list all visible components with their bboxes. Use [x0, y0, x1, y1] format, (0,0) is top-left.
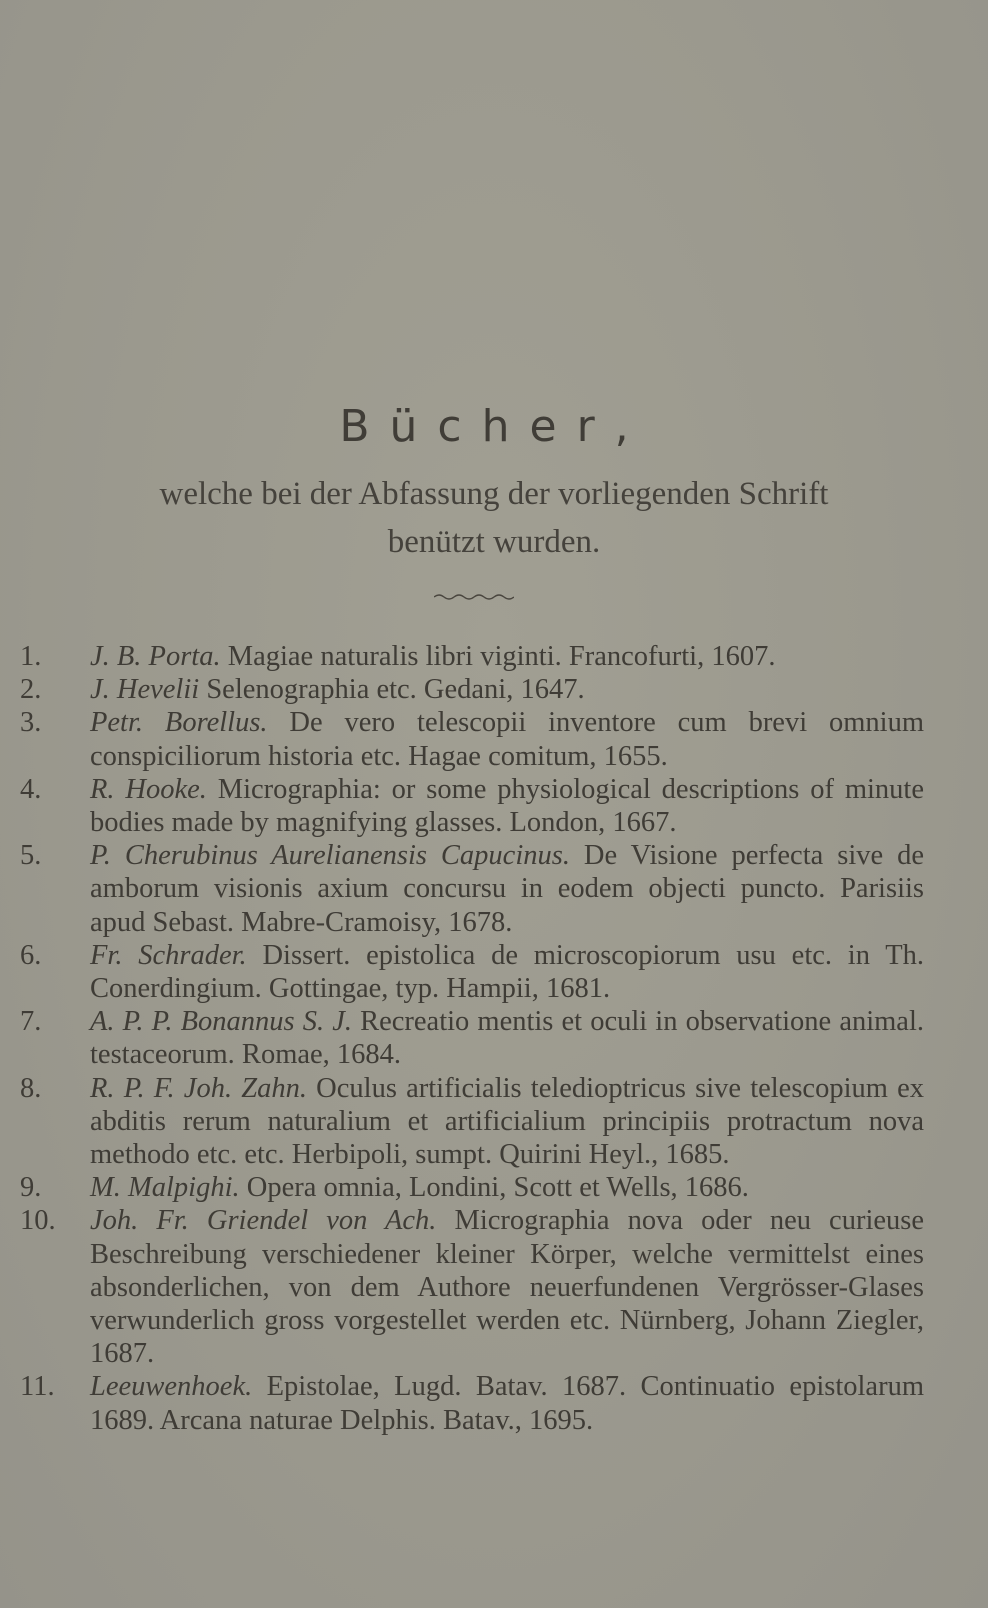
entry-author: Petr. Borellus. [90, 707, 268, 739]
bibliography-entry [20, 640, 924, 673]
entry-text: De Visione perfecta sive de amborum visionis axium concursu in eodem objecti puncto. Parisiis apud Sebast. Mabre-Cramoisy, 1678. [90, 840, 924, 938]
entry-number: 8. [20, 1072, 42, 1104]
bibliography-entry [20, 1072, 924, 1172]
entry-number: 11. [20, 1371, 55, 1403]
entry-number: 2. [20, 674, 42, 706]
entry-author: R. P. F. Joh. Zahn. [90, 1072, 307, 1104]
entry-number: 4. [20, 773, 42, 805]
bibliography-list [20, 640, 924, 1437]
entry-text: Recreatio mentis et oculi in observatione animal. testaceorum. Romae, 1684. [90, 1006, 924, 1071]
entry-number: 1. [20, 641, 42, 672]
entry-number: 5. [20, 840, 42, 872]
page-subtitle [0, 470, 988, 566]
entry-author: Leeuwenhoek. [90, 1371, 253, 1403]
entry-text: Micrographia: or some physiological descriptions of minute bodies made by magnifying glasses. London, 1667. [90, 773, 924, 839]
bibliography-entry [20, 1005, 924, 1071]
bibliography-entry [20, 706, 924, 772]
entry-text: Oculus artificialis teledioptricus sive telescopium ex abditis rerum naturalium et artificialium principiis protractum nova methodo etc. etc. Herbipoli, sumpt. Quirini Heyl., 1685. [90, 1072, 924, 1171]
entry-text: Micrographia nova oder neu curieuse Beschreibung verschiedener kleiner Körper, welche vermittelst eines absonderlichen, von dem Authore neuerfundenen Vergrösser-Glases verwunderlich gross vorgestellet werden etc. Nürnberg, Johann Ziegler, 1687. [90, 1205, 925, 1370]
entry-text: Selenographia etc. Gedani, 1647. [199, 674, 585, 706]
bibliography-entry [20, 1171, 924, 1204]
entry-author: J. B. Porta. [90, 641, 221, 672]
entry-author: J. Hevelii [90, 674, 200, 706]
entry-text: Opera omnia, Londini, Scott et Wells, 1686. [239, 1172, 749, 1204]
subtitle-line-2: benützt wurden. [387, 524, 601, 560]
entry-number: 6. [20, 939, 42, 971]
entry-number: 10. [20, 1205, 56, 1237]
entry-author: Fr. Schrader. [90, 939, 247, 971]
entry-text: Epistolae, Lugd. Batav. 1687. Continuatio epistolarum 1689. Arcana naturae Delphis. Batav., 1695. [90, 1371, 924, 1436]
entry-text: De vero telescopii inventore cum brevi omnium conspiciliorum historia etc. Hagae comitum, 1655. [90, 707, 925, 772]
entry-text: Dissert. epistolica de microscopiorum usu etc. in Th. Conerdingium. Gottingae, typ. Hampii, 1681. [90, 939, 924, 1005]
entry-number: 7. [20, 1006, 42, 1038]
entry-author: Joh. Fr. Griendel von Ach. [90, 1205, 437, 1237]
bibliography-entry [20, 839, 924, 939]
bibliography-entry [20, 939, 924, 1005]
subtitle-line-1: welche bei der Abfassung der vorliegenden Schrift [159, 476, 829, 512]
entry-author: M. Malpighi. [90, 1172, 240, 1204]
entry-author: A. P. P. Bonannus S. J. [90, 1006, 352, 1038]
entry-number: 3. [20, 707, 42, 739]
entry-number: 9. [20, 1172, 42, 1204]
entry-author: R. Hooke. [90, 773, 207, 805]
bibliography-entry [20, 673, 924, 706]
entry-author: P. Cherubinus Aurelianensis Capucinus. [90, 840, 570, 872]
wavy-rule-ornament [434, 592, 514, 602]
bibliography-entry [20, 1204, 924, 1370]
bibliography-entry [20, 1370, 924, 1436]
page-title: Bücher, [339, 401, 649, 452]
entry-text: Magiae naturalis libri viginti. Francofurti, 1607. [220, 641, 776, 672]
bibliography-entry [20, 773, 924, 839]
